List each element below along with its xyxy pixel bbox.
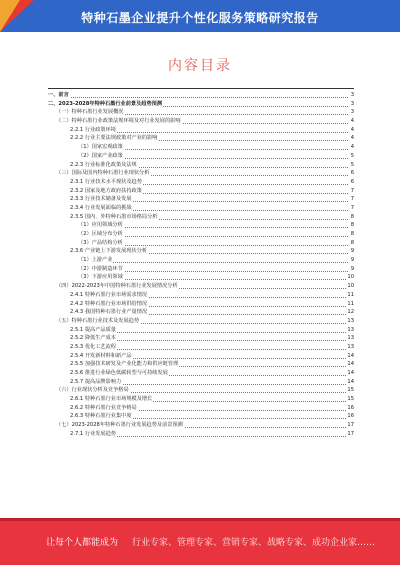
toc-entry-page: 10 — [347, 274, 354, 281]
toc-entry-label: 2.5.3 优化工艺流程 — [70, 343, 116, 350]
toc-divider — [48, 88, 354, 89]
toc-entry[interactable] — [48, 265, 354, 274]
toc-entry-label: 2.4.2 特种石墨行业市场供给情况 — [70, 300, 148, 307]
toc-entry[interactable] — [48, 152, 354, 161]
footer-tagline: 行业专家、管理专家、营销专家、战略专家、成功企业家…… — [132, 538, 376, 548]
toc-entry-label: 一、前言 — [48, 92, 69, 98]
toc-entry-page: 3 — [350, 100, 354, 107]
toc-entry-page: 7 — [350, 196, 354, 203]
toc-entry-label: 2.3.2 国家及地方政府扶持政策 — [70, 187, 142, 194]
toc-entry-page: 6 — [350, 178, 354, 185]
toc-entry-page: 3 — [350, 109, 354, 116]
toc-entry-page: 16 — [347, 413, 354, 420]
toc-entry[interactable] — [48, 126, 354, 135]
toc-entry-label: 2.3.3 行业技术储备及发展 — [70, 196, 132, 203]
toc-entry-page: 13 — [347, 343, 354, 350]
toc-entry-page: 6 — [350, 170, 354, 177]
toc-entry[interactable] — [48, 178, 354, 187]
toc-entry-page: 5 — [350, 161, 354, 168]
toc-entry-label: （3）下游应用领域 — [78, 274, 123, 281]
toc-entry-page: 14 — [347, 352, 354, 359]
toc-entry[interactable] — [48, 334, 354, 343]
toc-entry-page: 14 — [347, 361, 354, 368]
toc-entry-page: 8 — [350, 213, 354, 220]
toc-entry-page: 8 — [350, 222, 354, 229]
toc-entry[interactable] — [48, 239, 354, 248]
toc-entry-page: 7 — [350, 204, 354, 211]
toc-heading: 内容目录 — [168, 58, 232, 74]
toc-entry[interactable] — [48, 204, 354, 213]
toc-entry[interactable] — [48, 317, 354, 326]
toc-entry-label: 2.4.3 我国特种石墨行业产量情况 — [70, 309, 148, 316]
toc-entry-label: 2.2.3 行业标准化政策及法规 — [70, 161, 137, 168]
toc-entry[interactable] — [48, 386, 354, 395]
toc-entry-page: 16 — [347, 404, 354, 411]
toc-entry[interactable] — [48, 91, 354, 100]
toc-entry-label: 2.2.1 行业政策环境 — [70, 126, 116, 133]
toc-entry[interactable] — [48, 187, 354, 196]
toc-entry[interactable] — [48, 256, 354, 265]
toc-entry-page: 10 — [347, 283, 354, 290]
toc-entry[interactable] — [48, 343, 354, 352]
toc-entry-page: 4 — [350, 144, 354, 151]
toc-entry-label: （二）特种石墨行业政策法规环境及对行业发展的影响 — [56, 118, 181, 125]
toc-leader-dots — [78, 256, 348, 263]
toc-entry[interactable] — [48, 412, 354, 421]
toc-entry-page: 11 — [347, 300, 354, 307]
toc-entry-label: 2.5.5 加强技术研发及产业化能力和供应链管理 — [70, 361, 179, 368]
toc-entry-label: （2）中游制造环节 — [78, 265, 123, 272]
toc-entry-page: 12 — [347, 309, 354, 316]
toc-entry-label: 2.5.4 开发新材料和新产品 — [70, 352, 132, 359]
toc-entry-label: （2）国家产业政策 — [78, 152, 123, 159]
toc-entry-label: 2.4.1 特种石墨行业市场需求情况 — [70, 291, 148, 298]
toc-entry-page: 4 — [350, 126, 354, 133]
toc-entry-label: （七）2023-2028年特种石墨行业发展趋势及前景预测 — [56, 422, 183, 429]
toc-entry-page: 3 — [350, 92, 354, 98]
toc-entry[interactable] — [48, 195, 354, 204]
toc-entry-page: 17 — [347, 422, 354, 429]
toc-entry[interactable] — [48, 291, 354, 300]
toc-entry-label: （2）区域分布分析 — [78, 231, 123, 237]
toc-entry[interactable] — [48, 378, 354, 387]
toc-entry-page: 15 — [347, 396, 354, 403]
toc-entry-label: （六）行业现状分析及竞争格局 — [56, 387, 129, 394]
toc-entry-label: 2.3.4 行业发展面临的挑战 — [70, 204, 132, 211]
toc-entry[interactable] — [48, 134, 354, 143]
toc-leader-dots — [48, 91, 348, 98]
toc-entry[interactable] — [48, 273, 354, 282]
toc-entry-page: 11 — [347, 291, 354, 298]
toc-entry-page: 9 — [350, 257, 354, 264]
table-of-contents — [48, 91, 354, 439]
toc-entry-label: （三）国际及国内特种石墨行业现状分析 — [56, 170, 150, 177]
toc-entry[interactable] — [48, 360, 354, 369]
toc-entry-page: 4 — [350, 135, 354, 142]
toc-entry-label: 2.6.3 特种石墨行业集中度 — [70, 413, 132, 420]
footer-slogan: 让每个人都能成为 — [46, 538, 119, 548]
toc-entry[interactable] — [48, 117, 354, 126]
toc-entry-page: 15 — [347, 387, 354, 394]
toc-entry-page: 14 — [347, 370, 354, 376]
toc-entry-label: 2.3.1 行业技术水平现状及趋势 — [70, 178, 142, 185]
toc-entry-page: 8 — [350, 239, 354, 246]
toc-entry-page: 9 — [350, 248, 354, 255]
report-header — [0, 0, 400, 32]
toc-entry-page: 9 — [350, 265, 354, 272]
toc-entry[interactable] — [48, 169, 354, 178]
toc-entry[interactable] — [48, 369, 354, 378]
toc-entry-label: （1）国家宏观政策 — [78, 144, 123, 151]
toc-entry-page: 4 — [350, 118, 354, 125]
toc-entry-page: 13 — [347, 317, 354, 324]
toc-entry[interactable] — [48, 430, 354, 439]
footer-rule — [0, 518, 400, 521]
toc-entry-page: 13 — [347, 326, 354, 333]
toc-entry-label: 2.5.6 推进行业绿色低碳转型与可持续发展 — [70, 370, 168, 376]
toc-entry-label: （四）2022-2023年中国特种石墨行业发展情况分析 — [56, 283, 178, 290]
footer-banner — [0, 518, 400, 565]
toc-entry-label: 2.5.2 降低生产成本 — [70, 335, 116, 342]
toc-entry[interactable] — [48, 308, 354, 317]
toc-entry-page: 13 — [347, 335, 354, 342]
toc-entry-page: 17 — [347, 430, 354, 437]
toc-entry[interactable] — [48, 108, 354, 117]
toc-entry[interactable] — [48, 100, 354, 109]
toc-entry-page: 5 — [350, 152, 354, 159]
toc-entry[interactable] — [48, 213, 354, 222]
toc-entry[interactable] — [48, 230, 354, 239]
toc-entry[interactable] — [48, 143, 354, 152]
toc-entry-label: 2.6.1 特种石墨行业市场规模及增长 — [70, 396, 153, 403]
toc-entry-label: 2.3.5 国内、外特种石墨市场格局分析 — [70, 213, 158, 220]
toc-entry-label: 2.3.6 产业链上下游发展现状分析 — [70, 248, 148, 255]
report-title: 特种石墨企业提升个性化服务策略研究报告 — [81, 11, 319, 25]
toc-entry[interactable] — [48, 300, 354, 309]
toc-entry-page: 8 — [350, 231, 354, 237]
toc-entry-label: 2.2.2 行业主要法规政策对产业的影响 — [70, 135, 158, 142]
toc-entry[interactable] — [48, 421, 354, 430]
toc-entry[interactable] — [48, 161, 354, 170]
toc-entry-label: （3）产品结构分析 — [78, 239, 123, 246]
toc-entry-label: （1）应用领域分析 — [78, 222, 123, 229]
toc-entry[interactable] — [48, 247, 354, 256]
toc-entry-label: 二、2023-2028年特种石墨行业前景及趋势预测 — [48, 100, 163, 107]
toc-entry[interactable] — [48, 404, 354, 413]
toc-entry-label: （一）特种石墨行业发展概况 — [56, 109, 124, 116]
toc-entry[interactable] — [48, 282, 354, 291]
toc-entry-label: 2.5.1 提高产品质量 — [70, 326, 116, 333]
toc-entry[interactable] — [48, 221, 354, 230]
toc-entry-label: 2.7.1 行业发展趋势 — [70, 430, 116, 437]
toc-entry-page: 7 — [350, 187, 354, 194]
toc-entry-label: 2.6.2 特种石墨行业竞争格局 — [70, 404, 137, 411]
toc-entry[interactable] — [48, 395, 354, 404]
toc-entry-label: （1）上游产业 — [78, 257, 113, 264]
toc-entry-page: 14 — [347, 378, 354, 385]
toc-entry[interactable] — [48, 326, 354, 335]
toc-entry-label: 2.5.7 提高品牌影响力 — [70, 378, 122, 385]
toc-entry[interactable] — [48, 352, 354, 361]
toc-entry-label: （五）特种石墨行业技术及发展趋势 — [56, 317, 140, 324]
